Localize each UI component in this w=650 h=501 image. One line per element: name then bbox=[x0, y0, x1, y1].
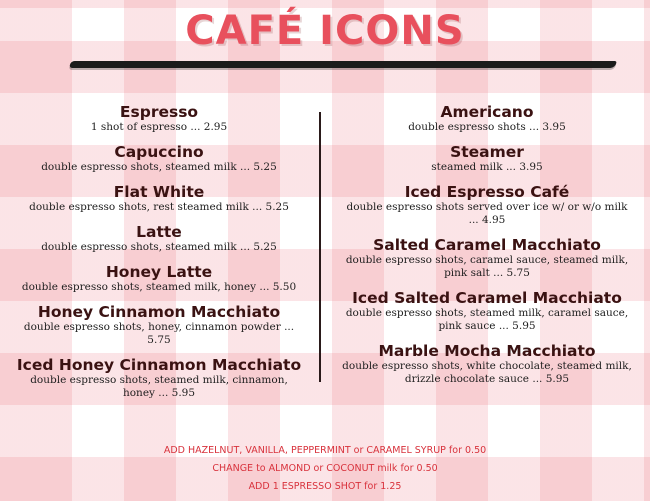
item-description: double espresso shots, steamed milk, caramel sauce, pink sauce ... 5.95 bbox=[345, 307, 629, 332]
item-description: double espresso shots, steamed milk ... 5.25 bbox=[41, 241, 277, 253]
menu-column-left bbox=[12, 103, 306, 409]
item-name: Latte bbox=[136, 223, 182, 241]
menu-item bbox=[338, 183, 636, 227]
menu-item bbox=[338, 236, 636, 280]
footer-note: CHANGE to ALMOND or COCONUT milk for 0.50 bbox=[212, 463, 438, 474]
item-description: double espresso shots, steamed milk, cinnamon, honey ... 5.95 bbox=[30, 374, 288, 399]
item-name: Honey Cinnamon Macchiato bbox=[37, 303, 281, 321]
menu-item bbox=[12, 143, 306, 174]
menu-item bbox=[12, 303, 306, 347]
item-name: Steamer bbox=[450, 143, 524, 161]
item-description: double espresso shots, steamed milk, honey ... 5.50 bbox=[21, 281, 297, 293]
item-name: Capuccino bbox=[114, 143, 204, 161]
menu-column-right bbox=[338, 103, 636, 395]
item-name: Honey Latte bbox=[105, 263, 213, 281]
menu-item bbox=[338, 103, 636, 134]
item-description: steamed milk ... 3.95 bbox=[431, 161, 543, 173]
item-name: Marble Mocha Macchiato bbox=[378, 342, 596, 360]
menu-item bbox=[12, 183, 306, 214]
item-name: Iced Honey Cinnamon Macchiato bbox=[16, 356, 302, 374]
item-name: Iced Espresso Café bbox=[404, 183, 570, 201]
menu-item bbox=[338, 143, 636, 174]
item-name: Iced Salted Caramel Macchiato bbox=[352, 289, 622, 307]
menu-item bbox=[12, 356, 306, 400]
item-description: double espresso shots, rest steamed milk ... 5.25 bbox=[29, 201, 289, 213]
menu-title: CAFÉ ICONS bbox=[185, 8, 465, 54]
item-description: double espresso shots served over ice w/ or w/o milk ... 4.95 bbox=[346, 201, 628, 226]
item-name: Flat White bbox=[113, 183, 205, 201]
item-description: double espresso shots, caramel sauce, steamed milk, pink salt ... 5.75 bbox=[345, 254, 629, 279]
menu-item bbox=[338, 342, 636, 386]
footer-note: ADD 1 ESPRESSO SHOT for 1.25 bbox=[248, 481, 402, 492]
item-description: double espresso shots ... 3.95 bbox=[408, 121, 566, 133]
menu-item bbox=[12, 103, 306, 134]
item-description: double espresso shots, honey, cinnamon powder ... 5.75 bbox=[23, 321, 295, 346]
item-name: Salted Caramel Macchiato bbox=[373, 236, 601, 254]
column-divider bbox=[319, 112, 321, 382]
footer-note: ADD HAZELNUT, VANILLA, PEPPERMINT or CARAMEL SYRUP for 0.50 bbox=[163, 445, 487, 456]
item-description: double espresso shots, steamed milk ... 5.25 bbox=[41, 161, 277, 173]
menu-item bbox=[12, 263, 306, 294]
menu-footer bbox=[0, 444, 650, 498]
item-description: 1 shot of espresso ... 2.95 bbox=[90, 121, 228, 133]
item-description: double espresso shots, white chocolate, steamed milk, drizzle chocolate sauce ... 5.95 bbox=[342, 360, 632, 385]
item-name: Americano bbox=[440, 103, 534, 121]
brush-stroke-divider bbox=[69, 61, 616, 68]
menu-item bbox=[338, 289, 636, 333]
item-name: Espresso bbox=[119, 103, 199, 121]
menu-item bbox=[12, 223, 306, 254]
